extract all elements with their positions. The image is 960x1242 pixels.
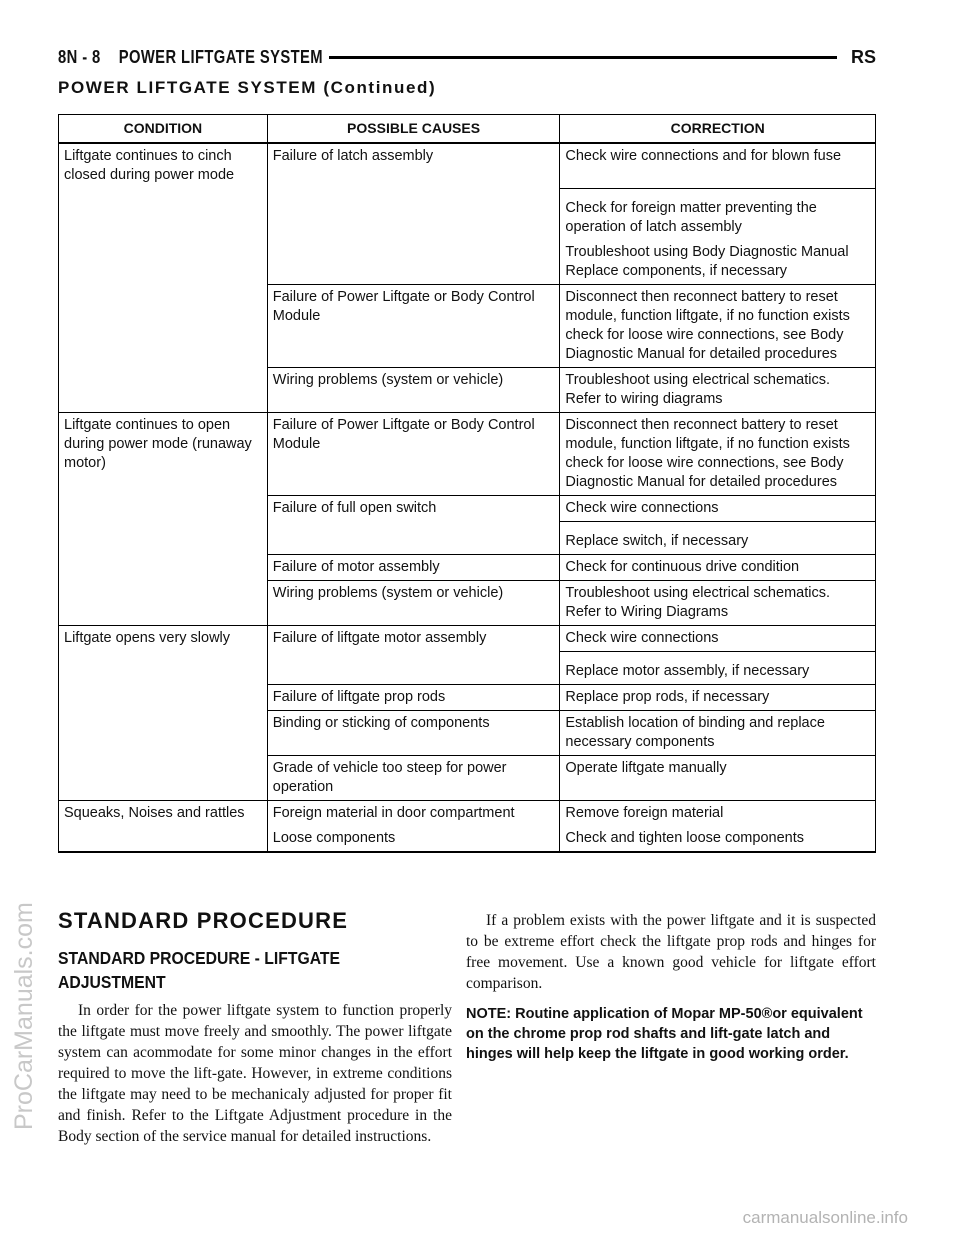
header-condition: CONDITION [59,115,268,144]
table-row [59,755,876,800]
table-row [59,684,876,710]
correction-cell: Replace motor assembly, if necessary [560,651,876,684]
correction-cell: Establish location of binding and replace necessary components [560,710,876,755]
cause-cell: Failure of Power Liftgate or Body Control Module [267,412,560,495]
condition-cell: Squeaks, Noises and rattles [59,800,268,826]
condition-cell [59,188,268,240]
table-row [59,800,876,826]
condition-cell: Liftgate continues to cinch closed during power mode [59,143,268,188]
header-correction: CORRECTION [560,115,876,144]
cause-cell [267,521,560,554]
condition-cell: Liftgate continues to open during power mode (runaway motor) [59,412,268,495]
cause-cell: Failure of liftgate motor assembly [267,625,560,651]
condition-cell [59,554,268,580]
condition-cell [59,710,268,755]
note-paragraph: NOTE: Routine application of Mopar MP-50®or equivalent on the chrome prop rod shafts and lift-gate latch and hinges will help keep the liftgate in good working order. [466,1006,863,1062]
condition-cell [59,826,268,852]
correction-cell: Disconnect then reconnect battery to reset module, function liftgate, if no function exists check for loose wire connections, see Body Diagnostic Manual for detailed procedures [560,412,876,495]
correction-cell: Check wire connections and for blown fuse [560,143,876,188]
adjustment-paragraph: In order for the power liftgate system to function properly the liftgate must move freely and smoothly. The power liftgate system can acommodate for some minor changes in the effort required to move the lift-gate. However, in extreme conditions the liftgate may need to be mechanicaly adjusted for proper fit and finish. Refer to the Liftgate Adjustment procedure in the Body section of the service manual for detailed instructions. [58,1002,452,1145]
right-text-column [466,910,876,1064]
condition-cell [59,284,268,367]
table-row [59,826,876,852]
table-row [59,367,876,412]
table-row [59,710,876,755]
table-row [59,495,876,521]
condition-cell [59,367,268,412]
correction-cell: Check and tighten loose components [560,826,876,852]
correction-cell: Troubleshoot using Body Diagnostic Manual Replace components, if necessary [560,240,876,285]
header-rule [329,56,837,59]
cause-cell: Grade of vehicle too steep for power operation [267,755,560,800]
correction-cell: Check wire connections [560,495,876,521]
condition-cell [59,684,268,710]
cause-cell: Foreign material in door compartment [267,800,560,826]
subsection-title: STANDARD PROCEDURE - LIFTGATE ADJUSTMENT [58,948,341,992]
cause-cell: Wiring problems (system or vehicle) [267,367,560,412]
correction-cell: Operate liftgate manually [560,755,876,800]
table-header-row [59,115,876,144]
cause-cell: Failure of full open switch [267,495,560,521]
condition-cell [59,755,268,800]
cause-cell: Failure of motor assembly [267,554,560,580]
correction-cell: Check for foreign matter preventing the operation of latch assembly [560,188,876,240]
cause-cell: Loose components [267,826,560,852]
page-header-section-code: RS [850,46,876,67]
table-row [59,412,876,495]
correction-cell: Disconnect then reconnect battery to reset module, function liftgate, if no function exists check for loose wire connections, see Body Diagnostic Manual for detailed procedures [560,284,876,367]
correction-cell: Remove foreign material [560,800,876,826]
cause-cell: Failure of Power Liftgate or Body Control Module [267,284,560,367]
cause-cell: Wiring problems (system or vehicle) [267,580,560,625]
correction-cell: Replace prop rods, if necessary [560,684,876,710]
correction-cell: Check for continuous drive condition [560,554,876,580]
effort-paragraph: If a problem exists with the power liftgate and it is suspected to be extreme effort check the liftgate prop rods and hinges for free movement. Use a known good vehicle for liftgate effort comparison. [466,912,876,992]
side-watermark: ProCarManuals.com [10,902,38,1130]
section-title: STANDARD PROCEDURE [58,908,349,933]
left-text-column [58,908,452,1147]
header-possible-causes: POSSIBLE CAUSES [267,115,560,144]
continued-title: POWER LIFTGATE SYSTEM (Continued) [58,78,437,97]
running-header [58,44,876,70]
page-header-title: 8N - 8 POWER LIFTGATE SYSTEM [58,46,324,67]
cause-cell: Failure of liftgate prop rods [267,684,560,710]
table-row [59,143,876,188]
cause-cell: Failure of latch assembly [267,143,560,188]
correction-cell: Troubleshoot using electrical schematics. Refer to Wiring Diagrams [560,580,876,625]
footer-watermark: carmanualsonline.info [742,1208,908,1227]
diagnosis-table [58,114,876,853]
table-row [59,580,876,625]
cause-cell [267,240,560,285]
condition-cell: Liftgate opens very slowly [59,625,268,651]
condition-cell [59,495,268,521]
table-row [59,651,876,684]
correction-cell: Replace switch, if necessary [560,521,876,554]
cause-cell [267,651,560,684]
correction-cell: Troubleshoot using electrical schematics. Refer to wiring diagrams [560,367,876,412]
condition-cell [59,240,268,285]
table-row [59,188,876,240]
cause-cell [267,188,560,240]
correction-cell: Check wire connections [560,625,876,651]
condition-cell [59,651,268,684]
table-row [59,625,876,651]
table-row [59,554,876,580]
condition-cell [59,521,268,554]
table-row [59,521,876,554]
cause-cell: Binding or sticking of components [267,710,560,755]
table-row [59,284,876,367]
condition-cell [59,580,268,625]
table-row [59,240,876,285]
